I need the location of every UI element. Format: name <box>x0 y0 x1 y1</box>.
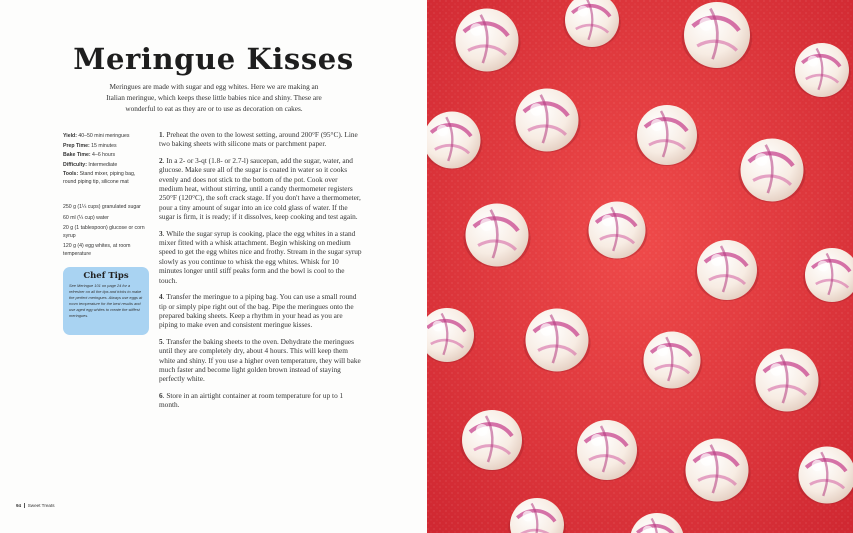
step-5: 5. Transfer the baking sheets to the oven. Dehydrate the meringues until they are completely dry, about 4 hours. This will keep them white and shiny. If you use a higher oven temperature, they will bake much faster and become light golden brown instead of staying perfectly white. <box>159 336 361 384</box>
meta-prep-time: Prep Time: 15 minutes <box>63 142 117 149</box>
step-4: 4. Transfer the meringue to a piping bag. You can use a small round tip or simply pipe right out of the bag. Pipe the meringues onto the prepared baking sheets. Keep a rhythm in your head as you are piping to make even and consistent meringue kisses. <box>159 292 357 330</box>
recipe-meta <box>63 133 149 188</box>
ingredient-item: 20 g (1 tablespoon) glucose or corn syrup <box>63 225 145 239</box>
chef-tips-box <box>63 267 149 335</box>
ingredient-item: 120 g (4) egg whites, at room temperature <box>63 243 131 257</box>
step-1: 1. Preheat the oven to the lowest setting, around 200°F (95°C). Line two baking sheets with silicone mats or parchment paper. <box>159 130 358 149</box>
meta-tools: Tools: Stand mixer, piping bag, round piping tip, silicone mat <box>63 171 136 185</box>
meringue-photo-art <box>427 0 853 533</box>
ingredient-item: 250 g (1¼ cups) granulated sugar <box>63 204 141 210</box>
ingredient-item: 60 ml (¼ cup) water <box>63 214 109 221</box>
recipe-title: Meringue Kisses <box>73 42 354 76</box>
page-number: 94 <box>16 503 22 508</box>
step-6: 6. Store in an airtight container at room temperature for up to 1 month. <box>159 390 344 410</box>
meta-yield: Yield: 40–50 mini meringues <box>63 133 130 139</box>
recipe-intro: Meringues are made with sugar and egg whites. Here we are making an Italian meringue, which keeps these little babies nice and shiny. These are wonderful to eat as they are or to use as decoration on cakes. <box>106 82 322 114</box>
chef-tips-text: See Meringue 101 on page 24 for a refresher on all the tips and tricks to make the perfect meringues. Always use eggs at room temperature for the best results and use aged egg whites to create the stiffest meringues. <box>69 283 143 318</box>
meta-bake-time: Bake Time: 4–6 hours <box>63 152 116 158</box>
page-footer <box>16 503 55 508</box>
section-name: Sweet Treats <box>27 503 55 508</box>
meringue-photo <box>427 0 853 533</box>
meta-difficulty: Difficulty: Intermediate <box>63 161 118 168</box>
step-3: 3. While the sugar syrup is cooking, place the egg whites in a stand mixer fitted with a whisk attachment. Begin whisking on medium speed to get the egg whites nice and frothy. Stream in the sugar syrup slowly as you continue to whisk the egg whites. Whisk for 10 minutes longer until stiff peaks form and the bowl is cool to the touch. <box>159 228 362 285</box>
footer-divider <box>24 503 25 508</box>
chef-tips-heading: Chef Tips <box>83 271 129 281</box>
step-2: 2. In a 2- or 3-qt (1.8- or 2.7-l) saucepan, add the sugar, water, and glucose. Make sure all of the sugar is coated in water so it cooks evenly and does not stick to the bottom of the pot. Cook over medium heat, without stirring, until a candy thermometer registers 250°F (120°C), the soft crack stage. If you don't have a thermometer, pour a tiny amount of sugar into an ice cold glass of water. If the sugar is firm, it is ready; if it dissolves, keep cooking and test again. <box>159 155 361 222</box>
recipe-steps <box>159 130 363 417</box>
ingredient-list <box>63 204 149 261</box>
